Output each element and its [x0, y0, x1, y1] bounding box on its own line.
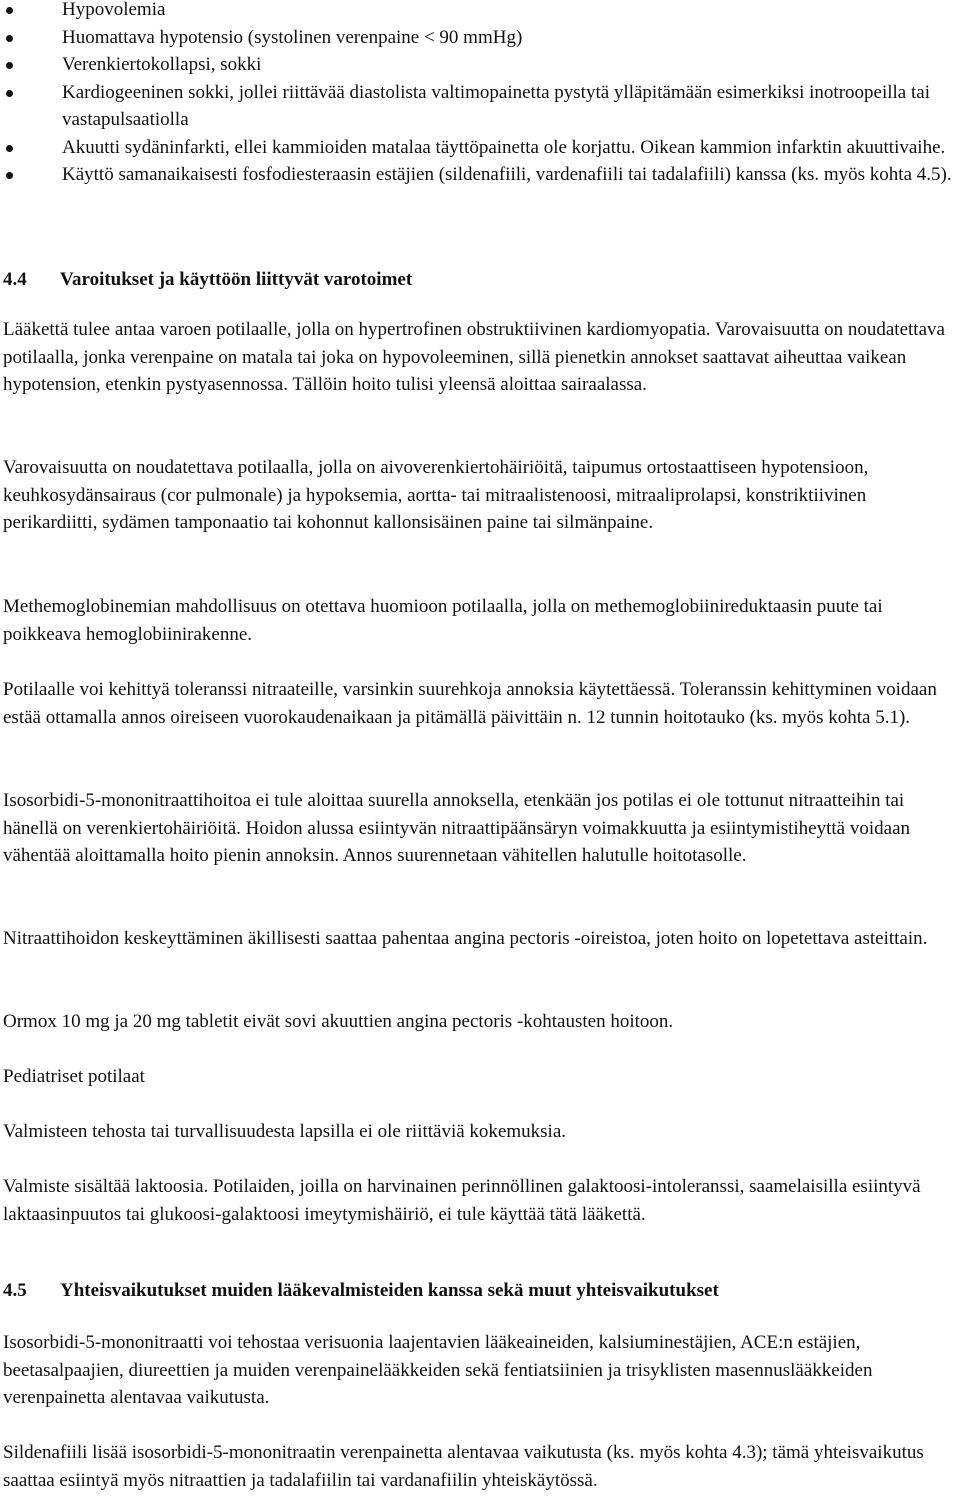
paragraph: Ormox 10 mg ja 20 mg tabletit eivät sovi akuuttien angina pectoris -kohtausten hoitoon.	[3, 1011, 674, 1032]
list-item	[0, 134, 960, 162]
bullet-icon	[6, 62, 13, 69]
paragraph: Isosorbidi-5-mononitraattihoitoa ei tule aloittaa suurella annoksella, etenkään jos potilas ei ole tottunut nitraatteihin tai hänellä on verenkiertohäiriöitä. Hoidon alussa esiintyvän nitraattipäänsäryn voimakkuutta ja esiintymistiheyttä voidaan vähentää aloittamalla hoito pienin annoksin. Annos suurennetaan vähitellen halutulle hoitotasolle.	[3, 790, 910, 866]
section-number: 4.5	[3, 1280, 27, 1301]
list-item	[0, 79, 960, 134]
paragraph: Methemoglobinemian mahdollisuus on otettava huomioon potilaalla, jolla on methemoglobiinireduktaasin puute tai poikkeava hemoglobiinirakenne.	[3, 596, 883, 645]
list-item	[0, 51, 960, 79]
paragraph: Valmiste sisältää laktoosia. Potilaiden, joilla on harvinainen perinnöllinen galaktoosi-intoleranssi, saamelaisilla esiintyvä laktaasinpuutos tai glukoosi-galaktoosi imeytymishäiriö, ei tule käyttää tätä lääkettä.	[3, 1176, 921, 1225]
section-title: Varoitukset ja käyttöön liittyvät varotoimet	[60, 269, 413, 290]
contraindication-list	[0, 0, 960, 189]
list-item-text: Verenkiertokollapsi, sokki	[62, 54, 262, 75]
paragraph: Valmisteen tehosta tai turvallisuudesta lapsilla ei ole riittäviä kokemuksia.	[3, 1121, 566, 1142]
paragraph: Potilaalle voi kehittyä toleranssi nitraateille, varsinkin suurehkoja annoksia käytettäessä. Toleranssin kehittyminen voidaan estää ottamalla annos oireiseen vuorokaudenaikaan ja pitämällä päivittäin n. 12 tunnin hoitotauko (ks. myös kohta 5.1).	[3, 679, 937, 728]
list-item	[0, 161, 960, 189]
subheading: Pediatriset potilaat	[3, 1066, 145, 1087]
list-item	[0, 0, 960, 24]
bullet-icon	[6, 35, 13, 42]
bullet-icon	[6, 90, 13, 97]
paragraph: Varovaisuutta on noudatettava potilaalla, jolla on aivoverenkiertohäiriöitä, taipumus ortostaattiseen hypotensioon, keuhkosydänsairaus (cor pulmonale) ja hypoksemia, aortta- tai mitraalistenoosi, mitraaliprolapsi, konstriktiivinen perikardiitti, sydämen tamponaatio tai kohonnut kallonsisäinen paine tai silmänpaine.	[3, 457, 869, 533]
list-item-text: Käyttö samanaikaisesti fosfodiesteraasin estäjien (sildenafiili, vardenafiili tai tadalafiili) kanssa (ks. myös kohta 4.5).	[62, 164, 952, 185]
paragraph: Isosorbidi-5-mononitraatti voi tehostaa verisuonia laajentavien lääkeaineiden, kalsiuminestäjien, ACE:n estäjien, beetasalpaajien, diureettien ja muiden verenpainelääkkeiden sekä fentiatsiinien ja trisyklisten masennuslääkkeiden verenpainetta alentavaa vaikutusta.	[3, 1332, 873, 1408]
list-item-text: Hypovolemia	[62, 0, 166, 20]
list-item-text: Kardiogeeninen sokki, jollei riittävää diastolista valtimopainetta pystytä ylläpitämään esimerkiksi inotroopeilla tai vastapulsaatiolla	[62, 81, 930, 130]
paragraph: Lääkettä tulee antaa varoen potilaalle, jolla on hypertrofinen obstruktiivinen kardiomyopatia. Varovaisuutta on noudatettava potilaalla, jonka verenpaine on matala tai joka on hypovoleeminen, sillä pienetkin annokset saattavat aiheuttaa vaikean hypotension, etenkin pystyasennossa. Tällöin hoito tulisi yleensä aloittaa sairaalassa.	[3, 319, 945, 395]
list-item	[0, 24, 960, 52]
paragraph: Sildenafiili lisää isosorbidi-5-mononitraatin verenpainetta alentavaa vaikutusta (ks. myös kohta 4.3); tämä yhteisvaikutus saattaa esiintyä myös nitraattien ja tadalafiilin tai vardanafiilin yhteiskäytössä.	[3, 1442, 924, 1491]
list-item-text: Huomattava hypotensio (systolinen verenpaine < 90 mmHg)	[62, 26, 523, 48]
list-item-text: Akuutti sydäninfarkti, ellei kammioiden matalaa täyttöpainetta ole korjattu. Oikean kammion infarktin akuuttivaihe.	[62, 136, 946, 158]
section-4-4-heading	[3, 266, 958, 294]
section-number: 4.4	[3, 269, 27, 290]
section-title: Yhteisvaikutukset muiden lääkevalmisteiden kanssa sekä muut yhteisvaikutukset	[60, 1280, 719, 1301]
section-4-5-heading	[3, 1277, 958, 1305]
paragraph: Nitraattihoidon keskeyttäminen äkillisesti saattaa pahentaa angina pectoris -oireistoa, joten hoito on lopetettava asteittain.	[3, 928, 928, 949]
bullet-icon	[6, 172, 13, 179]
bullet-icon	[6, 145, 13, 152]
bullet-icon	[6, 7, 13, 14]
